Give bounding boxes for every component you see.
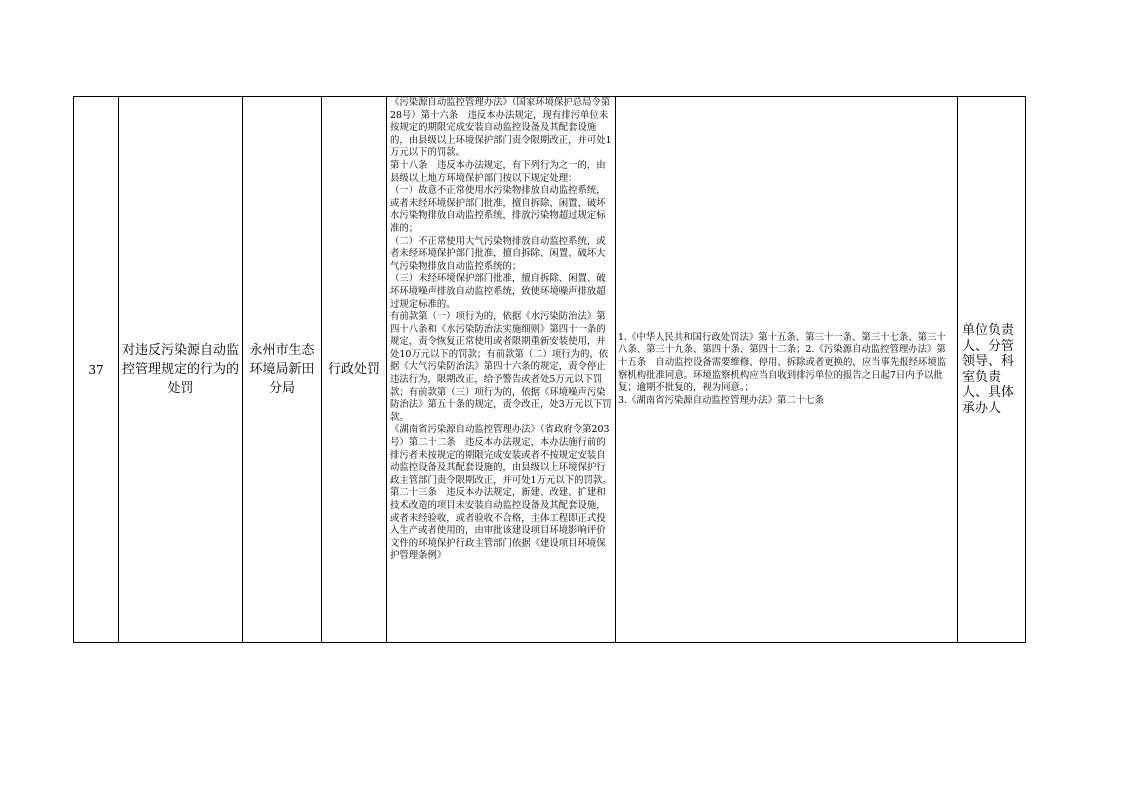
row-number: 37: [88, 362, 104, 377]
department-cell: [243, 97, 322, 643]
row-number-cell: [74, 97, 119, 643]
type-cell: [322, 97, 387, 643]
duty-subject: 单位负责人、分管领导、科室负责人、具体承办人: [962, 323, 1015, 416]
table-row: [74, 97, 1026, 643]
power-list-table: [73, 96, 1026, 643]
duty-subject-cell: [958, 97, 1026, 643]
responsibility-basis-text: 1.《中华人民共和国行政处罚法》第十五条、第三十一条、第三十七条、第三十八条、第三十九条、第四十条、第四十二条；2.《污染源自动监控管理办法》第十五条 自动监控设备需要维修、停用、拆除或者更换的，应当事先报经环境监察机构批准同意。环境监察机构应当自收到排污单位的报告之日起7日内予以批复；逾期不批复的，视为同意。； 3.《湖南省污染源自动监控管理办法》第二十七条: [618, 331, 947, 406]
legal-basis-text: 《污染源自动监控管理办法》（国家环境保护总局令第28号）第十六条 违反本办法规定，现有排污单位未按规定的期限完成安装自动监控设备及其配套设施的，由县级以上环境保护部门责令限期改正，并可处1万元以下的罚款。 第十八条 违反本办法规定，有下列行为之一的，由县级以上地方环境保护部门按以下规定处理： （一）故意不正常使用水污染物排放自动监控系统，或者未经环境保护部门批准，擅自拆除、闲置、破坏水污染物排放自动监控系统，排放污染物超过规定标准的； （二）不正常使用大气污染物排放自动监控系统，或者未经环境保护部门批准，擅自拆除、闲置、破坏大气污染物排放自动监控系统的； （三）未经环境保护部门批准，擅自拆除、闲置、破坏环境噪声排放自动监控系统，致使环境噪声排放超过规定标准的。 有前款第（一）项行为的，依据《水污染防治法》第四十八条和《水污染防治法实施细则》第四十一条的规定，责令恢复正常使用或者限期重新安装使用，并处10万元以下的罚款；有前款第（二）项行为的，依据《大气污染防治法》第四十六条的规定，责令停止违法行为，限期改正，给予警告或者处5万元以下罚款；有前款第（三）项行为的，依据《环境噪声污染防治法》第五十条的规定，责令改正，处3万元以下罚款。 《湖南省污染源自动监控管理办法》（省政府令第203号）第二十二条 违反本办法规定，本办法施行前的排污者未按规定的期限完成安装或者不按规定安装自动监控设备及其配套设施的，由县级以上环境保护行政主管部门责令限期改正，并可处1万元以下的罚款。 第二十三条 违反本办法规定，新建、改建、扩建和技术改造的项目未安装自动监控设备及其配套设施，或者未经验收，或者验收不合格，主体工程即正式投入生产或者使用的，由审批该建设项目环境影响评价文件的环境保护行政主管部门依据《建设项目环境保护管理条例》: [390, 97, 612, 562]
item-name-cell: [119, 97, 243, 643]
responsibility-cell: [616, 97, 958, 643]
power-type: 行政处罚: [328, 362, 381, 377]
basis-cell: [387, 97, 616, 643]
department: 永州市生态环境局新田分局: [249, 343, 315, 396]
item-name: 对违反污染源自动监控管理规定的行为的处罚: [122, 343, 240, 396]
